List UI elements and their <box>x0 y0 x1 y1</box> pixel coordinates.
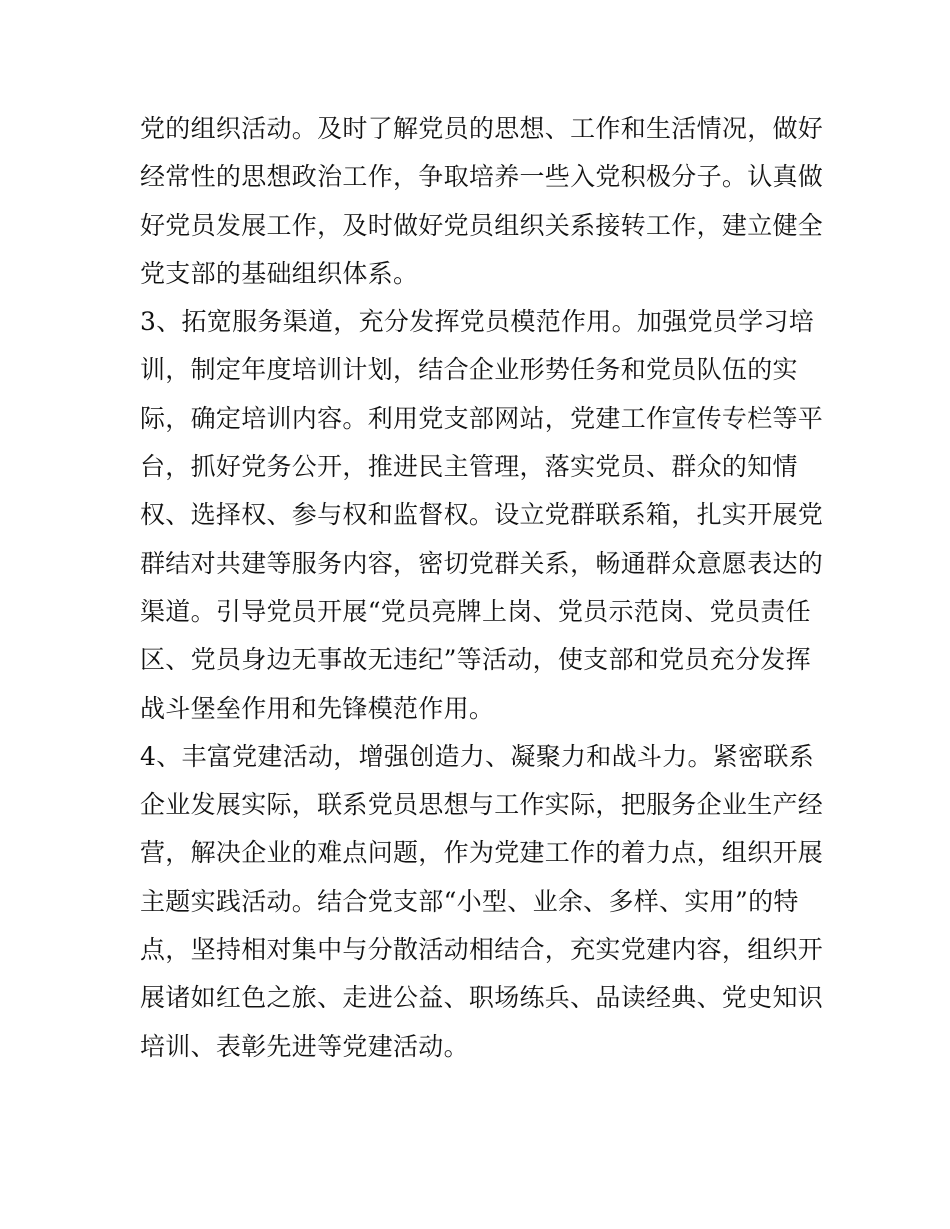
text-line: 台，抓好党务公开，推进民主管理，落实党员、群众的知情 <box>140 452 798 482</box>
text-line: 主题实践活动。结合党支部“小型、业余、多样、实用”的特 <box>140 886 799 916</box>
text-line: 党支部的基础组织体系。 <box>140 258 419 288</box>
text-line: 渠道。引导党员开展“党员亮牌上岗、党员示范岗、党员责任 <box>140 596 811 626</box>
text-line: 党的组织活动。及时了解党员的思想、工作和生活情况，做好 <box>140 114 824 143</box>
section-4-heading-line: 4、丰富党建活动，增强创造力、凝聚力和战斗力。紧密联系 <box>140 741 815 771</box>
text-line: 经常性的思想政治工作，争取培养一些入党积极分子。认真做 <box>140 162 824 192</box>
document-body <box>140 105 824 1071</box>
text-line: 培训、表彰先进等党建活动。 <box>140 1031 469 1061</box>
text-line: 权、选择权、参与权和监督权。设立党群联系箱，扎实开展党 <box>140 500 824 530</box>
text-line: 群结对共建等服务内容，密切党群关系，畅通群众意愿表达的 <box>140 548 824 578</box>
text-line: 企业发展实际，联系党员思想与工作实际，把服务企业生产经 <box>140 790 824 820</box>
text-line: 好党员发展工作，及时做好党员组织关系接转工作，建立健全 <box>140 210 824 240</box>
text-line: 战斗堡垒作用和先锋模范作用。 <box>140 693 495 723</box>
text-line: 点，坚持相对集中与分散活动相结合，充实党建内容，组织开 <box>140 935 824 965</box>
text-line: 区、党员身边无事故无违纪”等活动，使支部和党员充分发挥 <box>140 645 811 675</box>
section-3-heading-line: 3、拓宽服务渠道，充分发挥党员模范作用。加强党员学习培 <box>140 307 815 337</box>
text-line: 营，解决企业的难点问题，作为党建工作的着力点，组织开展 <box>140 838 824 868</box>
text-line: 展诸如红色之旅、走进公益、职场练兵、品读经典、党史知识 <box>140 983 824 1013</box>
text-line: 际，确定培训内容。利用党支部网站，党建工作宣传专栏等平 <box>140 403 824 433</box>
text-line: 训，制定年度培训计划，结合企业形势任务和党员队伍的实 <box>140 355 798 385</box>
